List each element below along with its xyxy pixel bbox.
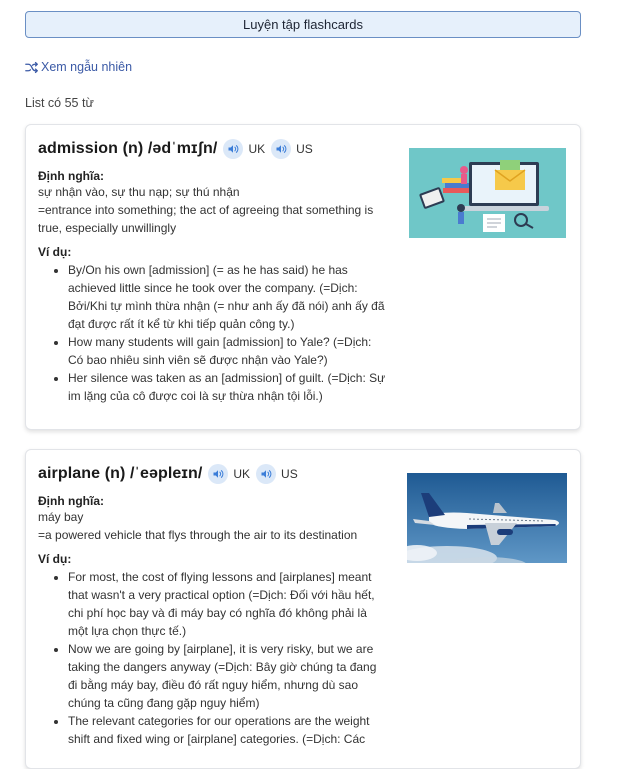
definition-label: Định nghĩa: (38, 169, 104, 183)
uk-label: UK (233, 467, 251, 481)
shuffle-link[interactable] (25, 60, 132, 74)
example-item: • The relevant categories for our operations are the weight shift and fixed wing or [airplane] categories. (=Dịch: Các (68, 712, 388, 748)
example-label: Ví dụ: (38, 245, 72, 259)
word-title: admission (n) /ədˈmɪʃn/ (38, 140, 218, 157)
word-card (25, 124, 581, 430)
uk-audio-button[interactable] (208, 464, 228, 484)
meaning-en: =a powered vehicle that flys through the air to its destination (38, 528, 358, 542)
admission-illustration (409, 148, 566, 238)
example-item: • For most, the cost of flying lessons and [airplanes] meant that wasn't a very practical option (=Dịch: Đối với hầu hết, chi phí học bay và đi máy bay có nghĩa đó không phải là một lựa chọn thực tế.) (68, 568, 388, 640)
uk-label: UK (248, 142, 266, 156)
meaning-vi: sự nhận vào, sự thu nạp; sự thú nhận (38, 185, 240, 199)
shuffle-label: Xem ngẫu nhiên (41, 60, 133, 74)
example-item: • Her silence was taken as an [admission] of guilt. (=Dịch: Sự im lặng của cô được coi là sự thừa nhận tội lỗi.) (68, 369, 388, 405)
meaning-vi: máy bay (38, 510, 84, 524)
speaker-icon (227, 143, 239, 155)
word-title: airplane (n) /ˈeəpleɪn/ (38, 465, 203, 482)
example-item: • How many students will gain [admission] to Yale? (=Dịch: Có bao nhiêu sinh viên sẽ được nhận vào Yale?) (68, 333, 388, 369)
speaker-icon (275, 143, 287, 155)
example-item: • Now we are going by [airplane], it is very risky, but we are taking the dangers anyway (=Dịch: Bây giờ chúng ta đang đi bằng máy bay, điều đó rất nguy hiểm, nhưng dù sao chúng ta cũng đang gặp nguy hiểm) (68, 640, 388, 712)
airplane-photo (407, 473, 567, 563)
uk-audio-button[interactable] (223, 139, 243, 159)
speaker-icon (260, 468, 272, 480)
us-label: US (281, 467, 298, 481)
us-audio-button[interactable] (256, 464, 276, 484)
word-card (25, 449, 581, 769)
speaker-icon (212, 468, 224, 480)
word-count: List có 55 từ (25, 96, 94, 110)
practice-flashcards-button[interactable]: Luyện tập flashcards (25, 11, 581, 38)
definition-label: Định nghĩa: (38, 494, 104, 508)
shuffle-icon (25, 61, 38, 74)
us-audio-button[interactable] (271, 139, 291, 159)
us-label: US (296, 142, 313, 156)
example-item: • By/On his own [admission] (= as he has said) he has achieved little since he took over the company. (=Dịch: Bởi/Khi tự mình thừa nhận (= như anh ấy đã nói) anh ấy đã đạt được rất ít kể từ khi tiếp quản công ty.) (68, 261, 388, 333)
meaning-en: =entrance into something; the act of agreeing that something is true, especially unwillingly (38, 203, 374, 235)
example-label: Ví dụ: (38, 552, 72, 566)
